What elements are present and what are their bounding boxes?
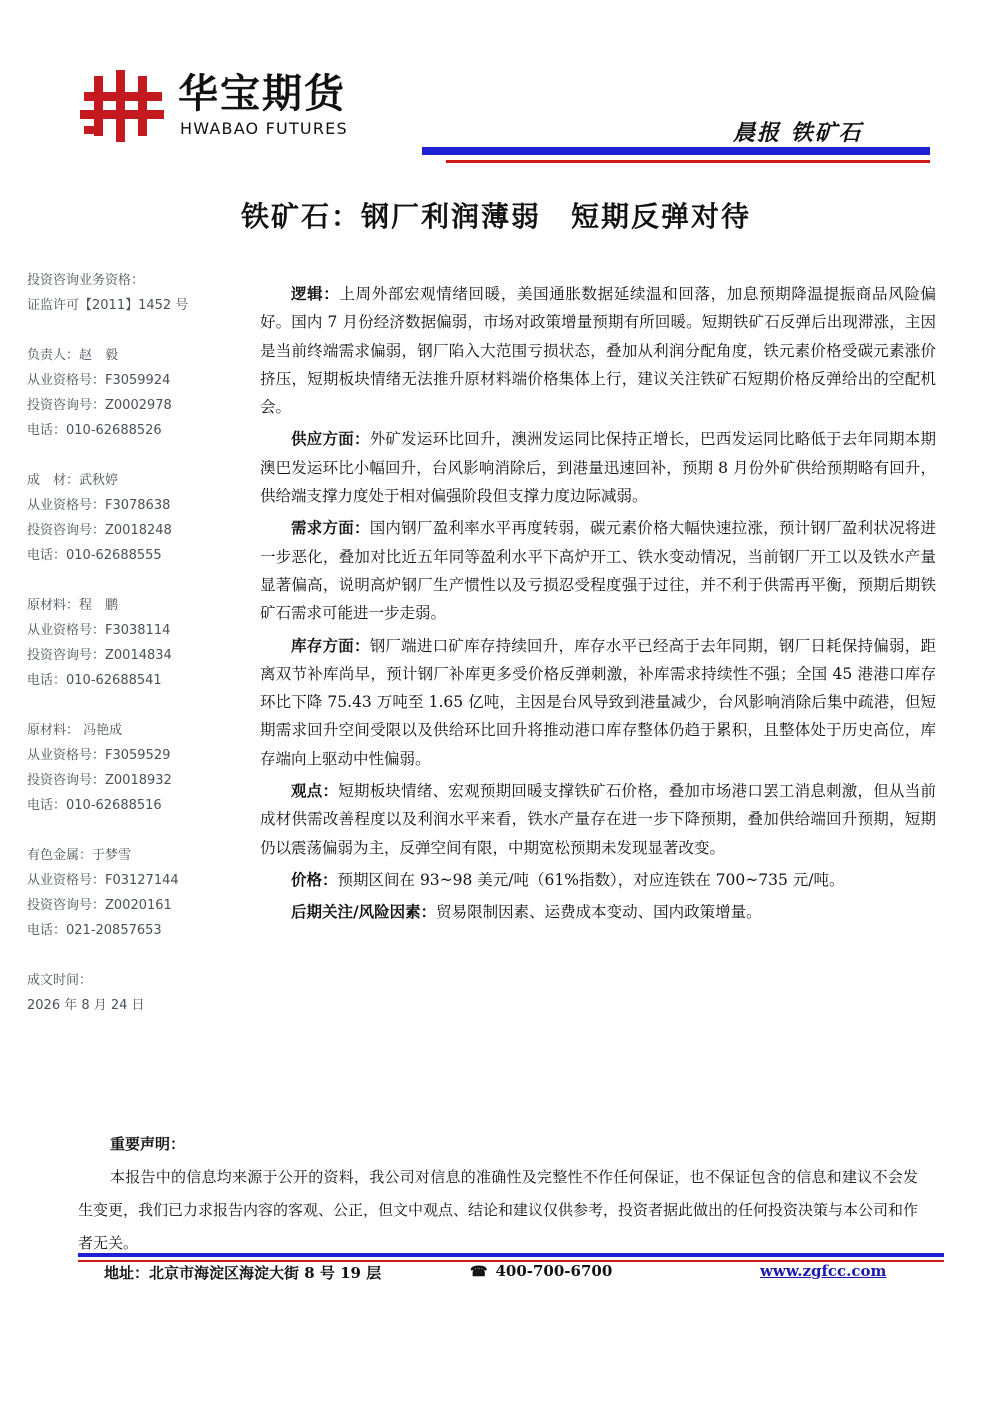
- logo-mark-icon: [80, 70, 166, 142]
- license-label: 投资咨询业务资格：: [27, 273, 145, 288]
- section-label: 需求方面：: [291, 518, 370, 538]
- section-text: 钢厂端进口矿库存持续回升，库存水平已经高于去年同期，钢厂日耗保持偏弱，距离双节补库尚早，预计钢厂补库更多受价格反弹刺激，补库需求持续性不强；全国 45 港港口库存环比下降 75.43 万吨至 1.65 亿吨，主因是台风导致到港量减少，台风影响消除后集中疏港，但短期需求回升空间受限以及供给环比回升将推动港口库存整体仍趋于累积，且整体处于历史高位，库存端向上驱动中性偏弱。: [260, 636, 936, 768]
- contact-advisory-id: 投资咨询号：Z0014834: [27, 648, 172, 663]
- footer-phone-group: [470, 1262, 612, 1280]
- contact-advisory-id: 投资咨询号：Z0018932: [27, 773, 172, 788]
- contact-role: 成 材：武秋婷: [27, 473, 119, 488]
- section-demand: [260, 514, 936, 627]
- contact-advisory-id: 投资咨询号：Z0002978: [27, 398, 172, 413]
- disclaimer-text: 本报告中的信息均来源于公开的资料，我公司对信息的准确性及完整性不作任何保证，也不保证包含的信息和建议不会发生变更，我们已力求报告内容的客观、公正，但文中观点、结论和建议仅供参考，投资者据此做出的任何投资决策与本公司和作者无关。: [78, 1168, 919, 1252]
- contact-qualification: 从业资格号：F03127144: [27, 873, 179, 888]
- header-divider-blue: [422, 147, 930, 155]
- section-label: 逻辑：: [291, 284, 340, 303]
- section-label: 价格：: [291, 869, 338, 889]
- section-text: 国内钢厂盈利率水平再度转弱，碳元素价格大幅快速拉涨，预计钢厂盈利状况将进一步恶化，叠加对比近五年同等盈利水平下高炉开工、铁水变动情况，当前钢厂开工以及铁水产量显著偏高，说明高炉钢厂生产惯性以及亏损忍受程度强于过往，并不利于供需再平衡，预期后期铁矿石需求可能进一步走弱。: [260, 519, 936, 623]
- contact-block: [27, 718, 237, 818]
- section-text: 短期板块情绪、宏观预期回暖支撑铁矿石价格，叠加市场港口罢工消息刺激，但从当前成材供需改善程度以及利润水平来看，铁水产量存在进一步下降预期，叠加供给端回升预期，短期仍以震荡偏弱为主，反弹空间有限，中期宽松预期未发现显著改变。: [260, 782, 936, 857]
- section-label: 库存方面：: [291, 635, 370, 655]
- company-logo: [80, 70, 380, 142]
- footer-divider-blue: [78, 1253, 944, 1257]
- footer-website-link[interactable]: www.zgfcc.com: [760, 1262, 887, 1280]
- disclaimer-heading: 重要声明：: [110, 1135, 186, 1153]
- contact-role: 负责人：赵 毅: [27, 348, 119, 363]
- contact-block: [27, 468, 237, 568]
- section-inventory: [260, 632, 936, 773]
- date-value: 2026 年 8 月 24 日: [27, 998, 145, 1013]
- contact-advisory-id: 投资咨询号：Z0020161: [27, 898, 172, 913]
- contact-role: 有色金属：于梦雪: [27, 848, 132, 863]
- report-title: 铁矿石：钢厂利润薄弱 短期反弹对待: [240, 200, 751, 233]
- section-label: 供应方面：: [291, 429, 370, 449]
- section-label: 后期关注/风险因素：: [291, 902, 437, 922]
- sidebar-contacts: [27, 268, 237, 1018]
- logo-name-cn: 华宝期货: [178, 71, 346, 117]
- contact-phone: 电话：010-62688541: [27, 673, 162, 688]
- contact-advisory-id: 投资咨询号：Z0018248: [27, 523, 172, 538]
- license-value: 证监许可【2011】1452 号: [27, 298, 189, 313]
- section-price: [260, 866, 936, 894]
- contact-phone: 电话：010-62688526: [27, 423, 162, 438]
- contact-qualification: 从业资格号：F3078638: [27, 498, 171, 513]
- section-view: [260, 777, 936, 862]
- section-text: 上周外部宏观情绪回暖，美国通胀数据延续温和回落，加息预期降温提振商品风险偏好。国内 7 月份经济数据偏弱，市场对政策增量预期有所回暖。短期铁矿石反弹后出现滞涨，主因是当前终端需求偏弱，钢厂陷入大范围亏损状态，叠加从利润分配角度，铁元素价格受碳元素涨价挤压，短期板块情绪无法推升原材料端价格集体上行，建议关注铁矿石短期价格反弹给出的空配机会。: [260, 285, 936, 417]
- date-label: 成文时间：: [27, 973, 93, 988]
- section-risk: [260, 898, 936, 926]
- section-text: 贸易限制因素、运费成本变动、国内政策增量。: [436, 903, 762, 922]
- section-supply: [260, 425, 936, 510]
- footer-phone: 400-700-6700: [495, 1262, 613, 1280]
- logo-name-en: HWABAO FUTURES: [180, 119, 348, 138]
- disclaimer: [78, 1128, 918, 1260]
- phone-icon: ☎: [470, 1264, 488, 1280]
- section-label: 观点：: [291, 781, 339, 801]
- contact-block: [27, 343, 237, 443]
- contact-phone: 电话：021-20857653: [27, 923, 162, 938]
- contact-block: [27, 593, 237, 693]
- section-logic: [260, 280, 936, 421]
- contact-phone: 电话：010-62688516: [27, 798, 162, 813]
- contact-phone: 电话：010-62688555: [27, 548, 162, 563]
- report-type-tag: 晨报 铁矿石: [733, 120, 863, 146]
- contact-role: 原材料： 冯艳成: [27, 723, 123, 738]
- section-text: 预期区间在 93~98 美元/吨（61%指数），对应连铁在 700~735 元/吨。: [337, 870, 845, 889]
- report-body: [260, 280, 936, 931]
- contact-qualification: 从业资格号：F3038114: [27, 623, 171, 638]
- header-divider-red: [446, 160, 930, 163]
- section-text: 外矿发运环比回升，澳洲发运同比保持正增长，巴西发运同比略低于去年同期本期澳巴发运环比小幅回升，台风影响消除后，到港量迅速回补，预期 8 月份外矿供给预期略有回升，供给端支撑力度处于相对偏强阶段但支撑力度边际减弱。: [260, 430, 936, 506]
- footer: [0, 1262, 992, 1286]
- contact-qualification: 从业资格号：F3059924: [27, 373, 171, 388]
- contact-qualification: 从业资格号：F3059529: [27, 748, 171, 763]
- footer-address: 地址：北京市海淀区海淀大街 8 号 19 层: [104, 1264, 382, 1282]
- contact-role: 原材料：程 鹏: [27, 598, 119, 613]
- contact-block: [27, 843, 237, 943]
